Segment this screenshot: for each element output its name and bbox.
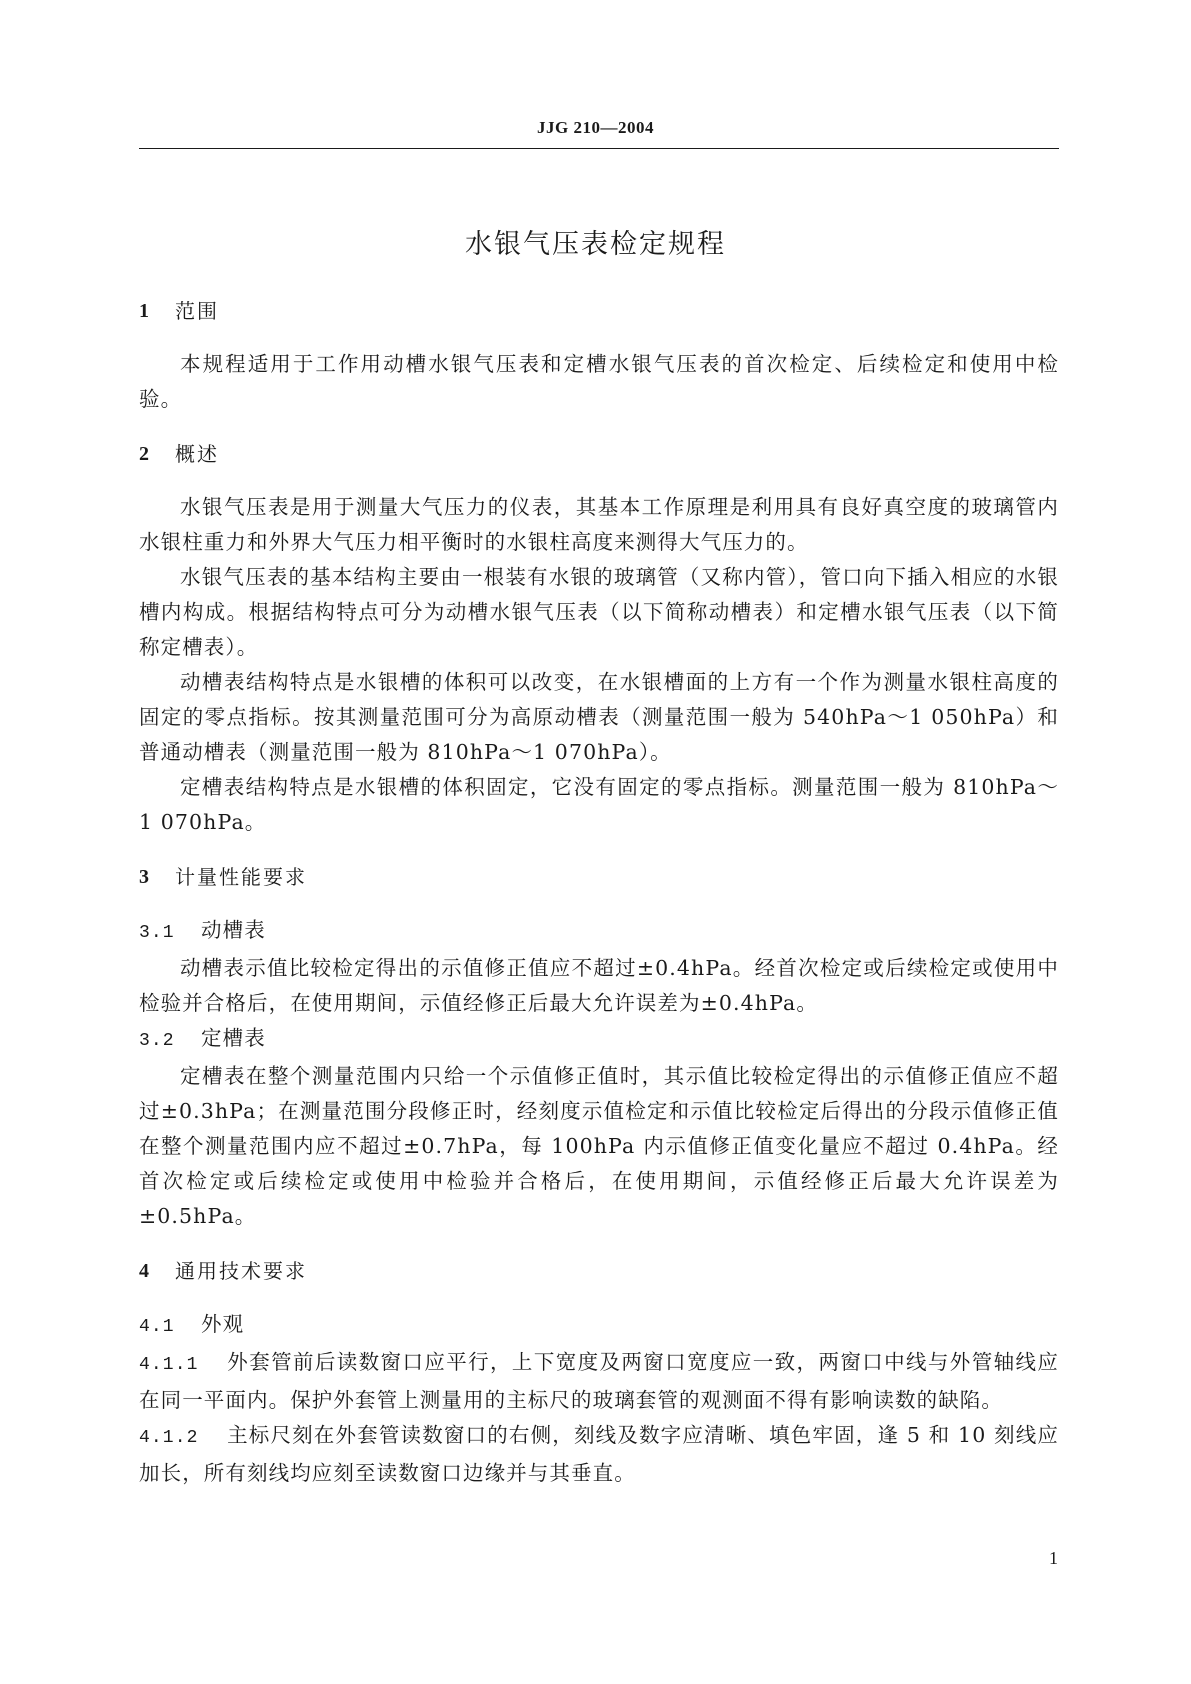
subsection-number: 4.1 bbox=[139, 1317, 175, 1337]
section-title: 概述 bbox=[175, 442, 219, 466]
header-rule bbox=[139, 148, 1059, 149]
subsection-title: 定槽表 bbox=[201, 1026, 266, 1050]
paragraph: 定槽表在整个测量范围内只给一个示值修正值时，其示值比较检定得出的示值修正值应不超过±0.3hPa；在测量范围分段修正时，经刻度示值检定和示值比较检定后得出的分段示值修正值在整个测量范围内应不超过±0.7hPa，每 100hPa 内示值修正值变化量应不超过 0.4hPa。经首次检定或后续检定或使用中检验并合格后，在使用期间，示值经修正后最大允许误差为±0.5hPa。 bbox=[139, 1064, 1059, 1228]
clause bbox=[139, 1345, 1059, 1418]
section-title: 通用技术要求 bbox=[175, 1259, 307, 1283]
page-number: 1 bbox=[1049, 1548, 1058, 1568]
clause bbox=[139, 1418, 1059, 1491]
paragraph: 动槽表示值比较检定得出的示值修正值应不超过±0.4hPa。经首次检定或后续检定或使用中检验并合格后，在使用期间，示值经修正后最大允许误差为±0.4hPa。 bbox=[139, 956, 1059, 1015]
subsection-title: 动槽表 bbox=[201, 918, 266, 942]
clause-number: 4.1.2 bbox=[139, 1428, 199, 1448]
document-title: 水银气压表检定规程 bbox=[465, 229, 726, 261]
section-number: 2 bbox=[139, 443, 151, 465]
section-title: 范围 bbox=[175, 299, 219, 323]
paragraph: 水银气压表是用于测量大气压力的仪表，其基本工作原理是利用具有良好真空度的玻璃管内水银柱重力和外界大气压力相平衡时的水银柱高度来测得大气压力的。 bbox=[139, 495, 1059, 554]
section-number: 3 bbox=[139, 866, 151, 888]
subsection-title: 外观 bbox=[201, 1312, 245, 1336]
paragraph: 水银气压表的基本结构主要由一根装有水银的玻璃管（又称内管），管口向下插入相应的水银槽内构成。根据结构特点可分为动槽水银气压表（以下简称动槽表）和定槽水银气压表（以下简称定槽表）。 bbox=[139, 565, 1059, 659]
clause-text: 主标尺刻在外套管读数窗口的右侧，刻线及数字应清晰、填色牢固，逢 5 和 10 刻线应加长，所有刻线均应刻至读数窗口边缘并与其垂直。 bbox=[139, 1423, 1059, 1485]
section-number: 4 bbox=[139, 1260, 151, 1282]
subsection-heading bbox=[139, 1307, 1059, 1345]
subsection-number: 3.2 bbox=[139, 1031, 175, 1051]
subsection-heading bbox=[139, 913, 1059, 951]
subsection-heading bbox=[139, 1021, 1059, 1059]
clause-number: 4.1.1 bbox=[139, 1355, 199, 1375]
section-heading-metrology bbox=[139, 860, 1059, 895]
standard-code: JJG 210—2004 bbox=[537, 118, 654, 137]
paragraph: 定槽表结构特点是水银槽的体积固定，它没有固定的零点指标。测量范围一般为 810hPa～1 070hPa。 bbox=[139, 775, 1059, 834]
clause-text: 外套管前后读数窗口应平行，上下宽度及两窗口宽度应一致，两窗口中线与外管轴线应在同一平面内。保护外套管上测量用的主标尺的玻璃套管的观测面不得有影响读数的缺陷。 bbox=[139, 1350, 1059, 1412]
section-title: 计量性能要求 bbox=[175, 865, 307, 889]
paragraph: 本规程适用于工作用动槽水银气压表和定槽水银气压表的首次检定、后续检定和使用中检验。 bbox=[139, 352, 1059, 411]
section-heading-overview bbox=[139, 437, 1059, 472]
section-number: 1 bbox=[139, 300, 151, 322]
section-heading-technical bbox=[139, 1254, 1059, 1289]
subsection-number: 3.1 bbox=[139, 923, 175, 943]
document-body bbox=[139, 294, 1059, 1491]
section-heading-scope bbox=[139, 294, 1059, 329]
paragraph: 动槽表结构特点是水银槽的体积可以改变，在水银槽面的上方有一个作为测量水银柱高度的固定的零点指标。按其测量范围可分为高原动槽表（测量范围一般为 540hPa～1 050hPa）和普通动槽表（测量范围一般为 810hPa～1 070hPa）。 bbox=[139, 670, 1059, 764]
